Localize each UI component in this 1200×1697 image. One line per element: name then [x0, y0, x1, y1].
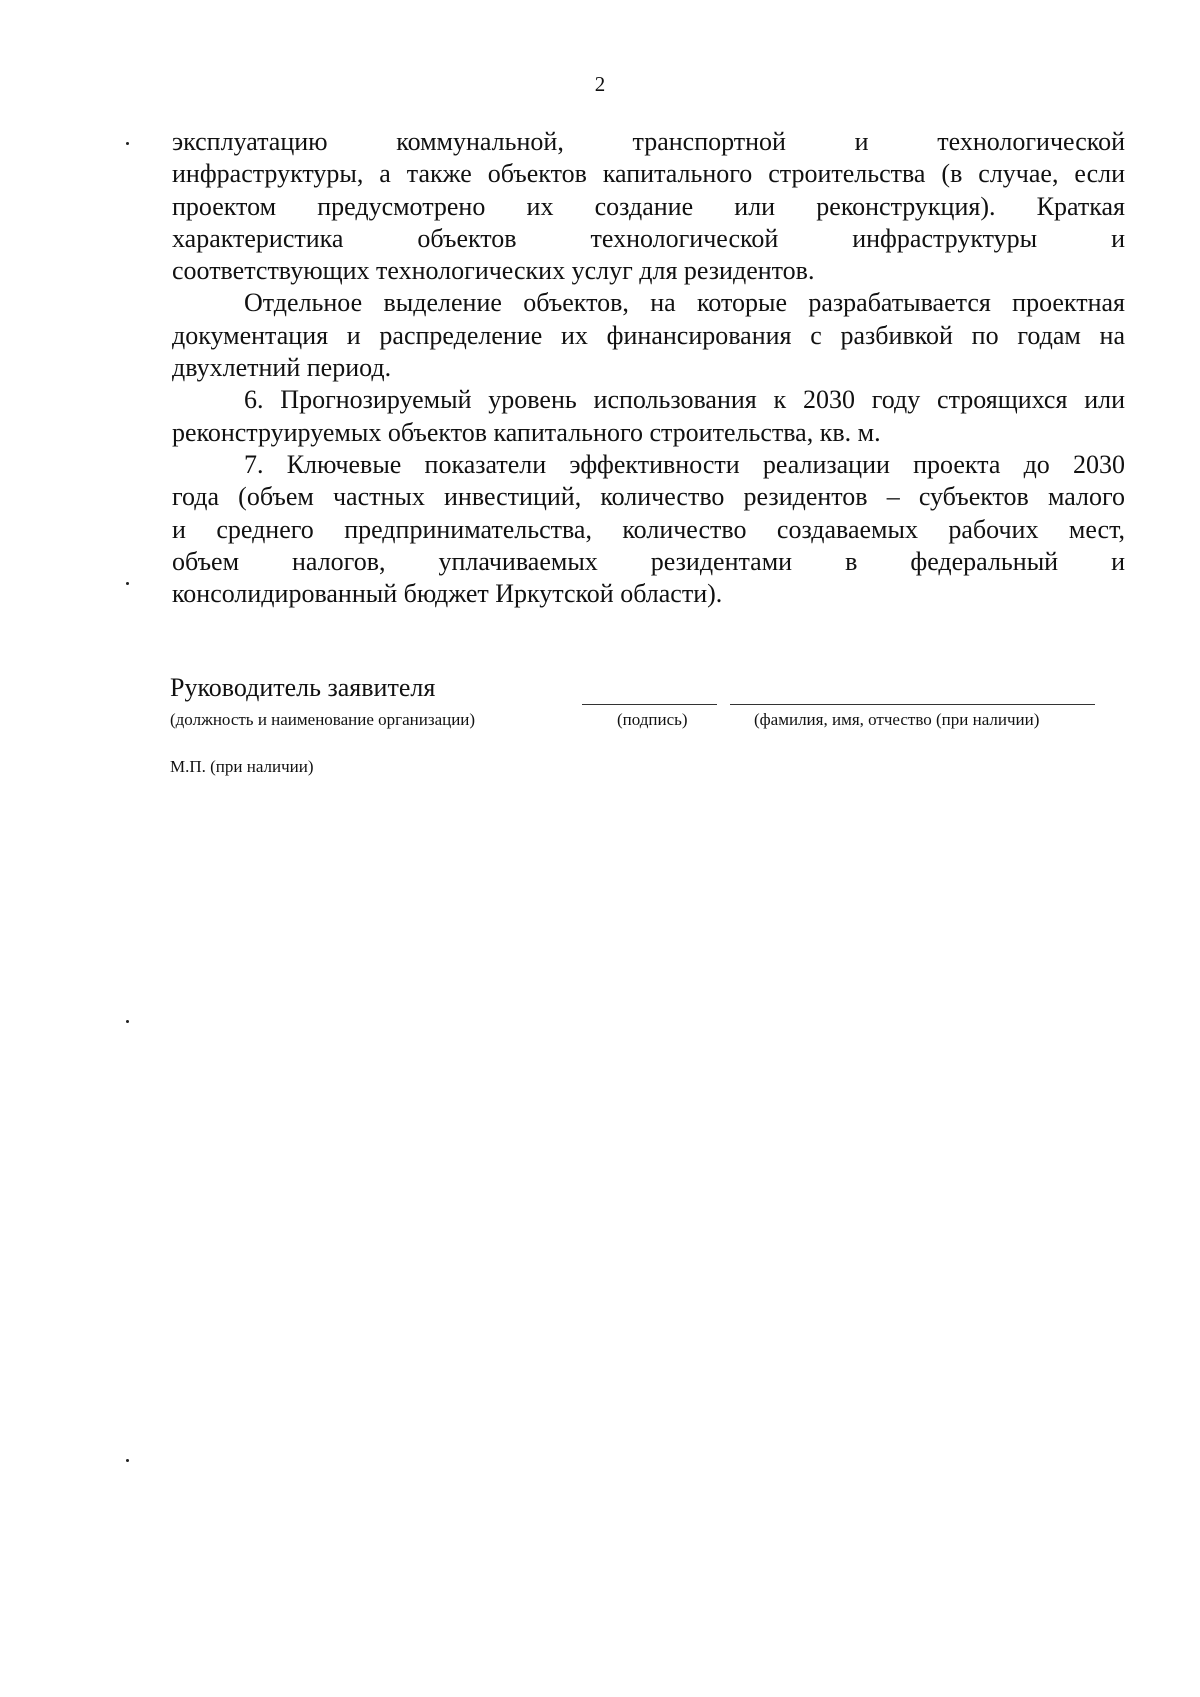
text-line: объем налогов, уплачиваемых резидентами в федеральный и: [172, 546, 1125, 576]
scan-speck: [126, 1020, 129, 1023]
scan-speck: [126, 582, 129, 585]
text-line: 7. Ключевые показатели эффективности реализации проекта до 2030: [244, 449, 1125, 479]
page-number: 2: [594, 72, 606, 96]
name-line: [730, 704, 1095, 705]
text-line: и среднего предпринимательства, количество создаваемых рабочих мест,: [172, 514, 1125, 544]
caption-position: (должность и наименование организации): [170, 710, 476, 729]
stamp-note: М.П. (при наличии): [170, 757, 314, 776]
text-line: проектом предусмотрено их создание или реконструкция). Краткая: [172, 191, 1125, 221]
document-body: [172, 126, 1125, 610]
text-line: характеристика объектов технологической инфраструктуры и: [172, 223, 1125, 253]
scan-speck: [126, 142, 129, 145]
paragraph-intro: [172, 126, 1125, 287]
caption-name: (фамилия, имя, отчество (при наличии): [754, 710, 1040, 729]
caption-signature: (подпись): [617, 710, 688, 729]
text-line: соответствующих технологических услуг для резидентов.: [172, 256, 815, 286]
scan-speck: [126, 1459, 129, 1462]
paragraph-6: 6. Прогнозируемый уровень использования к 2030 году строящихся или реконструируемых объектов капитального строительства, кв. м.: [172, 385, 1125, 447]
signature-line: [582, 704, 717, 705]
text-line: эксплуатацию коммунальной, транспортной и технологической: [172, 127, 1125, 156]
paragraph-separate-allocation: Отдельное выделение объектов, на которые разрабатывается проектная документация и распределение их финансирования с разбивкой по годам на двухлетний период.: [172, 288, 1125, 383]
paragraph-7: [172, 449, 1125, 610]
text-line: консолидированный бюджет Иркутской области).: [172, 579, 723, 609]
text-line: инфраструктуры, а также объектов капитального строительства (в случае, если: [172, 159, 1125, 189]
signature-title: Руководитель заявителя: [170, 673, 436, 702]
text-line: года (объем частных инвестиций, количество резидентов – субъектов малого: [172, 482, 1125, 512]
